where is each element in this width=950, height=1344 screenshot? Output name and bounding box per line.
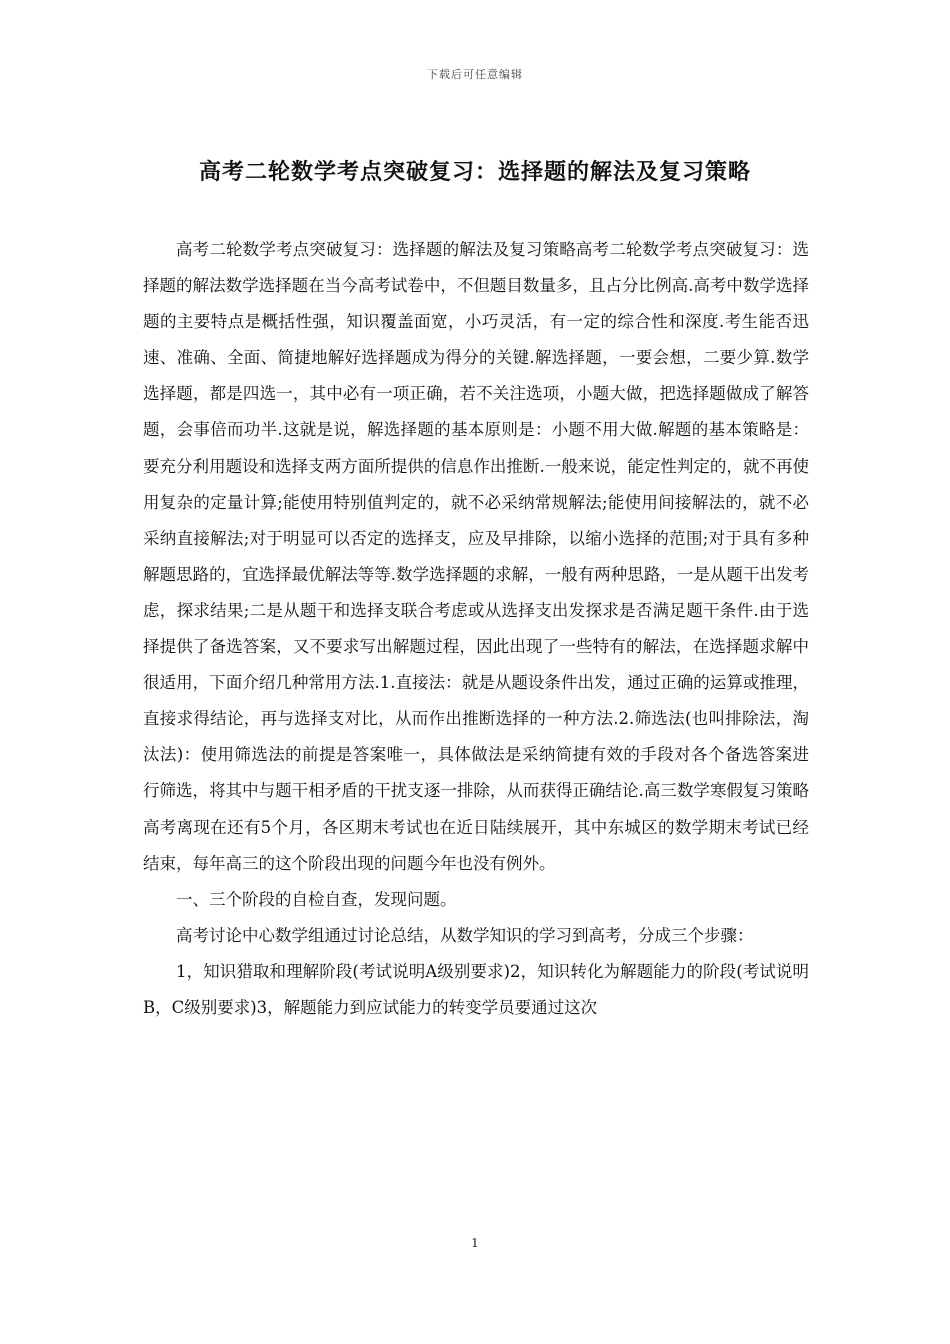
body-paragraph-1: 高考二轮数学考点突破复习：选择题的解法及复习策略高考二轮数学考点突破复习：选择题的解法数学选择题在当今高考试卷中，不但题目数量多，且占分比例高.高考中数学选择题的主要特点是概括性强，知识覆盖面宽，小巧灵活，有一定的综合性和深度.考生能否迅速、准确、全面、简捷地解好选择题成为得分的关键.解选择题，一要会想，二要少算.数学选择题，都是四选一，其中必有一项正确，若不关注选项，小题大做，把选择题做成了解答题，会事倍而功半.这就是说，解选择题的基本原则是：小题不用大做.解题的基本策略是：要充分利用题设和选择支两方面所提供的信息作出推断.一般来说，能定性判定的，就不再使用复杂的定量计算;能使用特别值判定的，就不必采纳常规解法;能使用间接解法的，就不必采纳直接解法;对于明显可以否定的选择支，应及早排除，以缩小选择的范围;对于具有多种解题思路的，宜选择最优解法等等.数学选择题的求解，一般有两种思路，一是从题干出发考虑，探求结果;二是从题干和选择支联合考虑或从选择支出发探求是否满足题干条件.由于选择提供了备选答案，又不要求写出解题过程，因此出现了一些特有的解法，在选择题求解中很适用，下面介绍几种常用方法.1.直接法：就是从题设条件出发，通过正确的运算或推理，直接求得结论，再与选择支对比，从而作出推断选择的一种方法.2.筛选法(也叫排除法，淘汰法)：使用筛选法的前提是答案唯一，具体做法是采纳简捷有效的手段对各个备选答案进行筛选，将其中与题干相矛盾的干扰支逐一排除，从而获得正确结论.高三数学寒假复习策略高考离现在还有5个月，各区期末考试也在近日陆续展开，其中东城区的数学期末考试已经结束，每年高三的这个阶段出现的问题今年也没有例外。: [143, 240, 809, 873]
document-title: 高考二轮数学考点突破复习：选择题的解法及复习策略: [198, 159, 751, 185]
page-header-note: 下载后可任意编辑: [427, 68, 523, 81]
page-number: 1: [471, 1236, 479, 1250]
body-paragraph-2: 一、三个阶段的自检自查，发现问题。: [176, 889, 457, 909]
document-body: [143, 232, 809, 1026]
body-paragraph-4: 1，知识猎取和理解阶段(考试说明A级别要求)2，知识转化为解题能力的阶段(考试说明B，C级别要求)3，解题能力到应试能力的转变学员要通过这次: [143, 961, 809, 1017]
body-paragraph-3: 高考讨论中心数学组通过讨论总结，从数学知识的学习到高考，分成三个步骤：: [176, 925, 754, 945]
